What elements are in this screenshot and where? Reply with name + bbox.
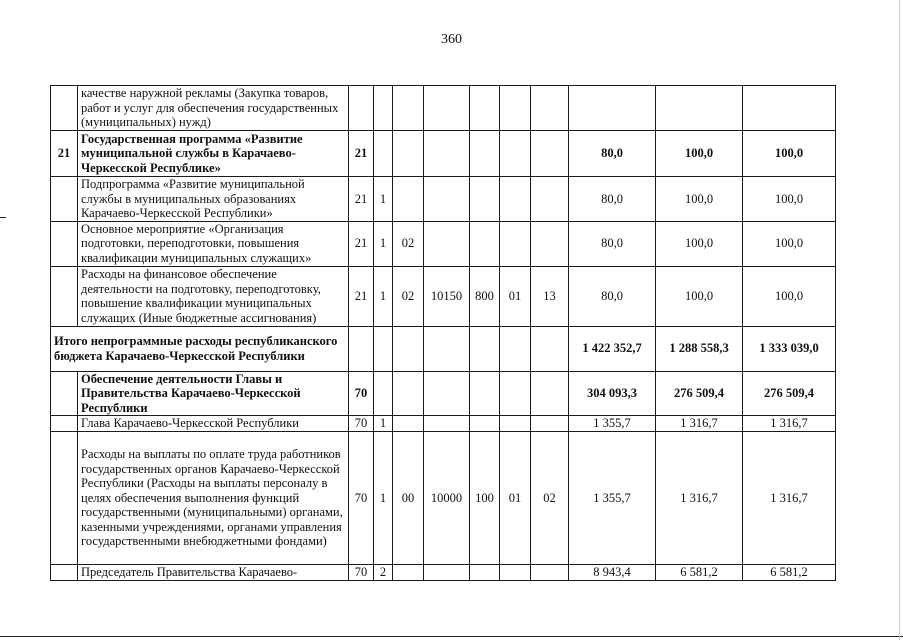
amount-year-3: 100,0 xyxy=(743,266,836,326)
code-program xyxy=(349,326,374,371)
table-row xyxy=(51,416,836,432)
code-expense-type xyxy=(470,86,500,131)
amount-year-2 xyxy=(656,86,743,131)
code-expense-type xyxy=(470,326,500,371)
code-subprogram: 1 xyxy=(374,177,393,222)
code-section: 01 xyxy=(500,266,531,326)
code-program: 21 xyxy=(349,131,374,177)
code-direction xyxy=(424,416,470,432)
table-row xyxy=(51,266,836,326)
row-name: Государственная программа «Развитие муниципальной службы в Карачаево-Черкесской Республике» xyxy=(78,131,349,177)
code-section xyxy=(500,371,531,416)
code-program: 21 xyxy=(349,266,374,326)
amount-year-1: 304 093,3 xyxy=(569,371,656,416)
code-subprogram xyxy=(374,86,393,131)
code-subsection xyxy=(531,416,569,432)
code-subprogram xyxy=(374,326,393,371)
amount-year-2: 1 316,7 xyxy=(656,432,743,565)
amount-year-2: 1 288 558,3 xyxy=(656,326,743,371)
amount-year-2: 276 509,4 xyxy=(656,371,743,416)
code-direction xyxy=(424,131,470,177)
code-subsection xyxy=(531,131,569,177)
code-expense-type: 800 xyxy=(470,266,500,326)
code-section xyxy=(500,326,531,371)
row-number xyxy=(51,432,78,565)
amount-year-3: 100,0 xyxy=(743,177,836,222)
row-name: качестве наружной рекламы (Закупка товаров, работ и услуг для обеспечения государственных (муниципальных) нужд) xyxy=(78,86,349,131)
row-number xyxy=(51,86,78,131)
code-section xyxy=(500,565,531,581)
amount-year-2: 100,0 xyxy=(656,131,743,177)
table-row xyxy=(51,432,836,565)
amount-year-3: 1 316,7 xyxy=(743,416,836,432)
scan-right-edge xyxy=(899,0,900,640)
amount-year-1 xyxy=(569,86,656,131)
code-direction xyxy=(424,221,470,266)
amount-year-1: 1 355,7 xyxy=(569,432,656,565)
total-row-name: Итого непрограммные расходы республиканского бюджета Карачаево-Черкесской Республики xyxy=(51,326,349,371)
code-measure: 00 xyxy=(393,432,424,565)
code-expense-type xyxy=(470,371,500,416)
amount-year-3: 276 509,4 xyxy=(743,371,836,416)
code-section xyxy=(500,221,531,266)
code-subsection xyxy=(531,86,569,131)
code-measure xyxy=(393,86,424,131)
code-subsection: 02 xyxy=(531,432,569,565)
code-program xyxy=(349,86,374,131)
row-number: 21 xyxy=(51,131,78,177)
row-number xyxy=(51,371,78,416)
code-measure xyxy=(393,565,424,581)
table-row xyxy=(51,86,836,131)
code-subsection xyxy=(531,565,569,581)
code-measure: 02 xyxy=(393,221,424,266)
code-program: 70 xyxy=(349,565,374,581)
amount-year-1: 80,0 xyxy=(569,177,656,222)
code-direction: 10000 xyxy=(424,432,470,565)
code-subprogram: 1 xyxy=(374,221,393,266)
amount-year-2: 6 581,2 xyxy=(656,565,743,581)
code-program: 70 xyxy=(349,416,374,432)
code-section xyxy=(500,86,531,131)
budget-table xyxy=(50,85,836,581)
code-program: 70 xyxy=(349,432,374,565)
row-name: Председатель Правительства Карачаево- xyxy=(78,565,349,581)
scan-bottom-edge xyxy=(0,636,903,637)
code-direction xyxy=(424,326,470,371)
row-number xyxy=(51,221,78,266)
row-name: Основное мероприятие «Организация подготовки, переподготовки, повышения квалификации муниципальных служащих» xyxy=(78,221,349,266)
code-subsection xyxy=(531,371,569,416)
table-row xyxy=(51,131,836,177)
table-row xyxy=(51,177,836,222)
code-section xyxy=(500,177,531,222)
amount-year-3: 100,0 xyxy=(743,131,836,177)
code-subprogram: 1 xyxy=(374,432,393,565)
code-direction xyxy=(424,177,470,222)
code-direction: 10150 xyxy=(424,266,470,326)
amount-year-2: 100,0 xyxy=(656,266,743,326)
amount-year-2: 1 316,7 xyxy=(656,416,743,432)
row-name: Обеспечение деятельности Главы и Правительства Карачаево-Черкесской Республики xyxy=(78,371,349,416)
table-row xyxy=(51,565,836,581)
code-program: 21 xyxy=(349,221,374,266)
code-subprogram: 2 xyxy=(374,565,393,581)
amount-year-1: 80,0 xyxy=(569,266,656,326)
row-number xyxy=(51,177,78,222)
code-expense-type xyxy=(470,221,500,266)
code-subsection: 13 xyxy=(531,266,569,326)
page-number: 360 xyxy=(441,32,462,47)
amount-year-3 xyxy=(743,86,836,131)
code-expense-type xyxy=(470,131,500,177)
amount-year-2: 100,0 xyxy=(656,221,743,266)
amount-year-3: 1 316,7 xyxy=(743,432,836,565)
table-row-total xyxy=(51,326,836,371)
scan-edge-mark xyxy=(0,217,6,218)
code-subsection xyxy=(531,326,569,371)
amount-year-3: 6 581,2 xyxy=(743,565,836,581)
row-name: Расходы на финансовое обеспечение деятельности на подготовку, переподготовку, повышение квалификации муниципальных служащих (Иные бюджетные ассигнования) xyxy=(78,266,349,326)
code-measure xyxy=(393,131,424,177)
code-measure: 02 xyxy=(393,266,424,326)
row-name: Глава Карачаево-Черкесской Республики xyxy=(78,416,349,432)
code-expense-type xyxy=(470,565,500,581)
row-name: Подпрограмма «Развитие муниципальной службы в муниципальных образованиях Карачаево-Черкесской Республики» xyxy=(78,177,349,222)
code-expense-type xyxy=(470,416,500,432)
amount-year-2: 100,0 xyxy=(656,177,743,222)
code-subprogram: 1 xyxy=(374,266,393,326)
code-section xyxy=(500,131,531,177)
row-number xyxy=(51,416,78,432)
code-subprogram xyxy=(374,371,393,416)
code-measure xyxy=(393,416,424,432)
code-direction xyxy=(424,565,470,581)
code-program: 70 xyxy=(349,371,374,416)
row-name: Расходы на выплаты по оплате труда работников государственных органов Карачаево-Черкесской Республики (Расходы на выплаты персоналу в целях обеспечения выполнения функций государственными (муниципальными) органами, казенными учреждениями, органами управления государственными внебюджетными фондами) xyxy=(78,432,349,565)
code-direction xyxy=(424,371,470,416)
code-subprogram xyxy=(374,131,393,177)
row-number xyxy=(51,266,78,326)
amount-year-1: 1 422 352,7 xyxy=(569,326,656,371)
amount-year-1: 1 355,7 xyxy=(569,416,656,432)
amount-year-3: 100,0 xyxy=(743,221,836,266)
code-measure xyxy=(393,371,424,416)
amount-year-1: 80,0 xyxy=(569,131,656,177)
table-row xyxy=(51,371,836,416)
code-section: 01 xyxy=(500,432,531,565)
code-expense-type: 100 xyxy=(470,432,500,565)
code-measure xyxy=(393,326,424,371)
code-program: 21 xyxy=(349,177,374,222)
row-number xyxy=(51,565,78,581)
code-section xyxy=(500,416,531,432)
code-subsection xyxy=(531,221,569,266)
code-expense-type xyxy=(470,177,500,222)
code-direction xyxy=(424,86,470,131)
table-row xyxy=(51,221,836,266)
code-subprogram: 1 xyxy=(374,416,393,432)
code-measure xyxy=(393,177,424,222)
amount-year-1: 80,0 xyxy=(569,221,656,266)
amount-year-3: 1 333 039,0 xyxy=(743,326,836,371)
code-subsection xyxy=(531,177,569,222)
amount-year-1: 8 943,4 xyxy=(569,565,656,581)
